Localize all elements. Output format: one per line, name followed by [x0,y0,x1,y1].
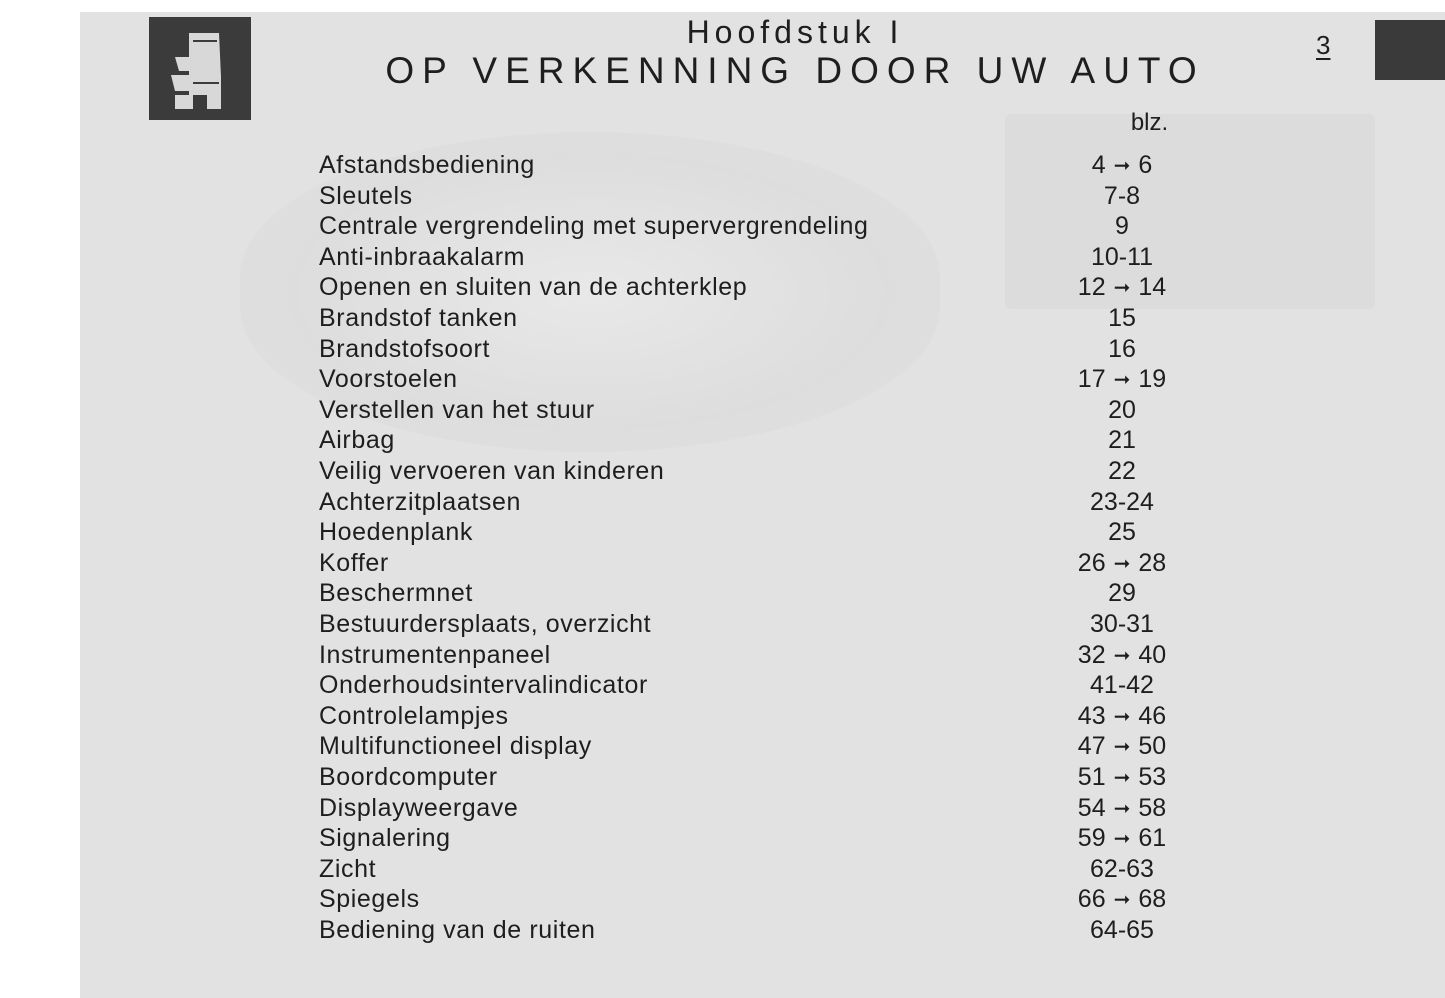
arrow-right-icon: ➞ [1113,552,1131,575]
toc-entry[interactable] [80,762,1445,792]
toc-range-from: 4 [1091,151,1106,179]
toc-entry-pages: 20 [1108,395,1136,424]
toc-entry[interactable] [80,548,1445,578]
toc-entry[interactable] [80,640,1445,670]
arrow-right-icon: ➞ [1113,889,1131,912]
toc-entry-title: Brandstofsoort [319,334,490,363]
arrow-right-icon: ➞ [1113,155,1131,177]
toc-entry-title: Verstellen van het stuur [319,395,595,424]
toc-entry-title: Koffer [319,548,389,577]
toc-entry-title: Veilig vervoeren van kinderen [319,457,665,485]
toc-entry-pages: 23-24 [1090,487,1154,516]
toc-entry[interactable] [80,915,1445,945]
toc-entry-title: Bediening van de ruiten [319,916,596,944]
toc-entry-pages: 25 [1108,518,1136,547]
chapter-tab [1375,20,1445,80]
toc-entry[interactable] [80,884,1445,914]
toc-entry-pages: 41-42 [1090,671,1154,700]
toc-entry-title: Signalering [319,824,451,853]
toc-entry[interactable] [80,150,1445,180]
toc-entry[interactable] [80,609,1445,639]
toc-range-from: 32 [1077,640,1106,669]
toc-entry-pages [1022,272,1222,303]
chapter-heading: Hoofdstuk I [686,14,904,50]
toc-entry[interactable] [80,425,1445,455]
toc-entry-title: Brandstof tanken [319,304,518,332]
toc-range-from: 43 [1077,701,1106,730]
toc-range-to: 68 [1138,885,1167,914]
arrow-right-icon: ➞ [1113,767,1131,789]
toc-range-to: 19 [1138,365,1167,394]
toc-range-from: 54 [1077,793,1106,822]
toc-entry[interactable] [80,272,1445,302]
toc-entry-title: Multifunctioneel display [319,732,592,761]
toc-range-to: 53 [1138,763,1167,791]
toc-entry-pages [1022,884,1222,915]
toc-entry-pages: 16 [1108,334,1136,363]
toc-entry-pages: 10-11 [1090,242,1154,271]
toc-entry-title: Controlelampjes [319,701,509,730]
toc-entry-title: Onderhoudsintervalindicator [319,671,648,700]
toc-range-to: 61 [1138,824,1167,853]
toc-entry-pages [1022,150,1222,181]
toc-range-from: 47 [1077,732,1106,761]
toc-entry-pages [1022,762,1222,793]
toc-range-to: 14 [1138,273,1167,302]
toc-range-to: 40 [1138,640,1167,669]
toc-range-from: 26 [1077,548,1106,577]
toc-entry[interactable] [80,578,1445,608]
toc-entry-title: Anti-inbraakalarm [319,242,526,271]
toc-entry[interactable] [80,487,1445,517]
toc-range-from: 66 [1077,885,1106,914]
toc-entry-title: Hoedenplank [319,518,473,547]
toc-range-to: 50 [1138,732,1167,761]
toc-range-to: 6 [1138,151,1153,179]
toc-range-to: 58 [1138,793,1167,822]
toc-entry-title: Sleutels [319,181,413,210]
page-number: 3 [1316,30,1331,60]
toc-entry[interactable] [80,242,1445,272]
toc-entry-pages: 30-31 [1090,610,1154,638]
toc-entry-pages: 21 [1108,426,1136,455]
toc-entry-title: Displayweergave [319,793,519,822]
toc-entry-pages: 62-63 [1090,854,1154,883]
toc-entry[interactable] [80,823,1445,853]
toc-entry-title: Spiegels [319,885,420,914]
toc-entry[interactable] [80,211,1445,241]
toc-entry-pages [1022,823,1222,854]
manual-page [80,12,1445,998]
toc-entry-pages [1022,701,1222,732]
toc-entry-title: Centrale vergrendeling met supervergrendeling [319,212,869,241]
arrow-right-icon: ➞ [1113,277,1131,300]
toc-entry-title: Voorstoelen [319,365,458,394]
toc-range-to: 28 [1138,548,1167,577]
arrow-right-icon: ➞ [1113,736,1131,759]
toc-range-from: 12 [1077,273,1106,302]
toc-entry[interactable] [80,517,1445,547]
toc-entry[interactable] [80,731,1445,761]
toc-entry-pages: 9 [1115,212,1129,241]
toc-entry[interactable] [80,303,1445,333]
toc-entry[interactable] [80,854,1445,884]
arrow-right-icon: ➞ [1113,644,1131,667]
page-title: OP VERKENNING DOOR UW AUTO [385,50,1205,91]
toc-entry[interactable] [80,456,1445,486]
toc-entry-pages [1022,364,1222,395]
toc-entry-pages [1022,731,1222,762]
toc-entry-pages [1022,548,1222,579]
toc-entry[interactable] [80,395,1445,425]
toc-entry-title: Airbag [319,426,395,455]
toc-entry[interactable] [80,364,1445,394]
toc-entry-title: Openen en sluiten van de achterklep [319,273,748,302]
toc-entry-pages: 29 [1108,579,1136,608]
toc-entry-pages [1022,793,1222,824]
toc-entry-pages: 22 [1108,457,1136,485]
arrow-right-icon: ➞ [1113,705,1131,728]
toc-entry-title: Instrumentenpaneel [319,640,551,669]
toc-entry-pages: 64-65 [1090,916,1154,944]
toc-entry[interactable] [80,670,1445,700]
toc-entry-title: Achterzitplaatsen [319,487,521,516]
toc-range-from: 59 [1077,824,1106,853]
toc-entry[interactable] [80,701,1445,731]
toc-entry[interactable] [80,181,1445,211]
toc-entry-title: Bestuurdersplaats, overzicht [319,610,652,638]
toc-entry-title: Boordcomputer [319,763,498,791]
toc-entry-pages [1022,640,1222,671]
toc-range-from: 17 [1077,365,1106,394]
toc-entry[interactable] [80,793,1445,823]
toc-entry-title: Beschermnet [319,579,473,608]
arrow-right-icon: ➞ [1113,828,1131,851]
toc-entry-title: Afstandsbediening [319,151,535,179]
toc-range-to: 46 [1138,701,1167,730]
toc-entry[interactable] [80,334,1445,364]
pages-column-header: blz. [1130,109,1169,136]
toc-range-from: 51 [1077,763,1106,791]
toc-entry-title: Zicht [319,854,377,883]
arrow-right-icon: ➞ [1113,797,1131,820]
arrow-right-icon: ➞ [1113,369,1131,392]
toc-entry-pages: 15 [1108,304,1136,332]
toc-entry-pages: 7-8 [1103,181,1141,210]
